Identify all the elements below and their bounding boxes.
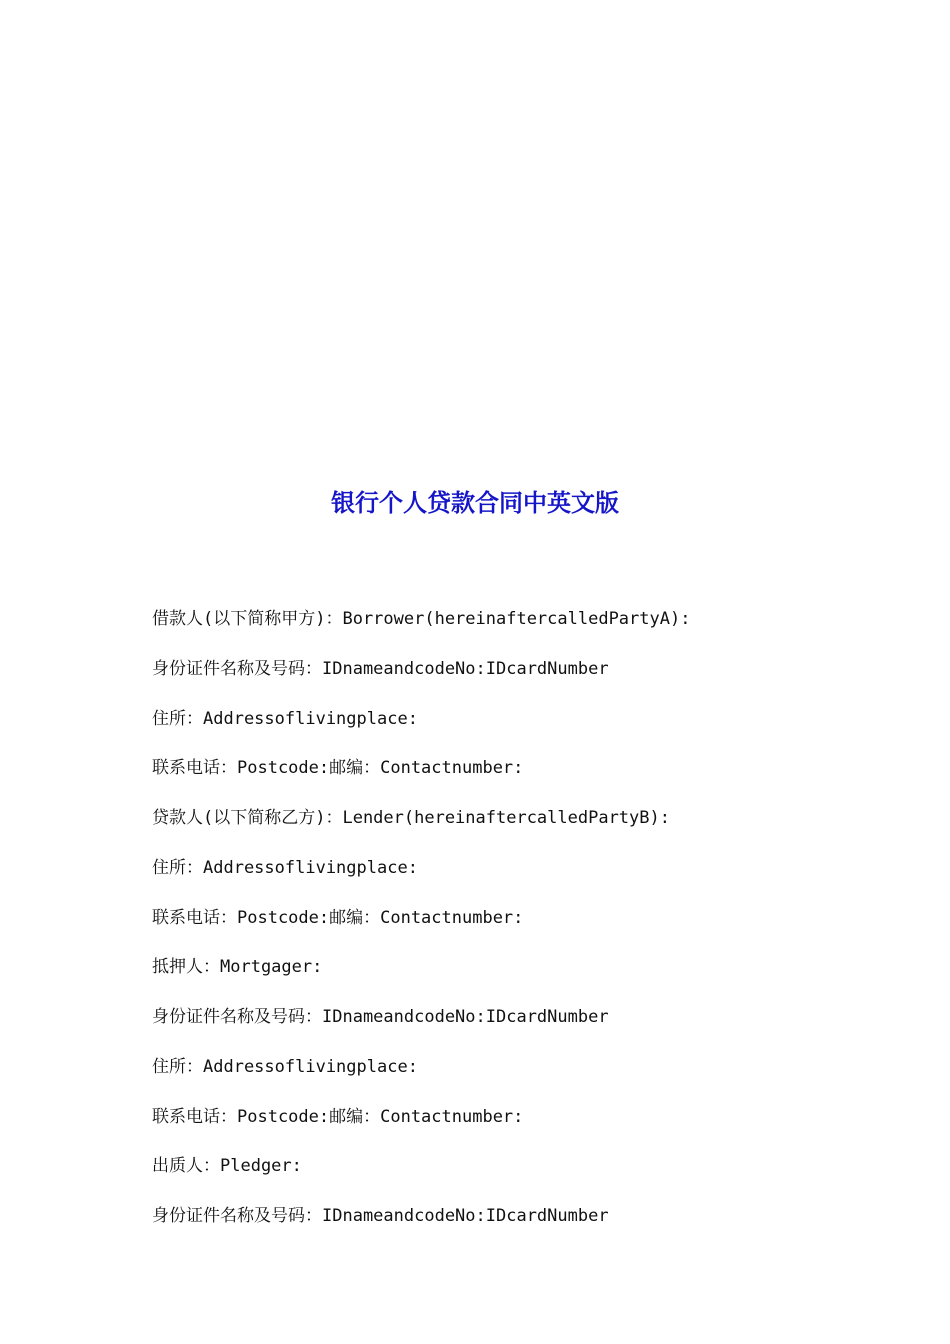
lender-contact-line: 联系电话：Postcode:邮编：Contactnumber: <box>152 907 524 928</box>
borrower-address-line: 住所：Addressoflivingplace: <box>152 708 418 729</box>
mortgager-id-line: 身份证件名称及号码：IDnameandcodeNo:IDcardNumber <box>152 1007 609 1027</box>
pledger-id-line: 身份证件名称及号码：IDnameandcodeNo:IDcardNumber <box>152 1206 609 1226</box>
borrower-line: 借款人(以下简称甲方)：Borrower(hereinaftercalledPartyA): <box>152 609 691 629</box>
mortgager-line: 抵押人：Mortgager: <box>152 957 323 978</box>
mortgager-contact-line: 联系电话：Postcode:邮编：Contactnumber: <box>152 1106 524 1127</box>
lender-line: 贷款人(以下简称乙方)：Lender(hereinaftercalledPartyB): <box>152 808 670 828</box>
mortgager-address-line: 住所：Addressoflivingplace: <box>152 1056 418 1077</box>
document-title: 银行个人贷款合同中英文版 <box>331 488 619 517</box>
borrower-contact-line: 联系电话：Postcode:邮编：Contactnumber: <box>152 758 524 779</box>
lender-address-line: 住所：Addressoflivingplace: <box>152 857 418 878</box>
borrower-id-line: 身份证件名称及号码：IDnameandcodeNo:IDcardNumber <box>152 658 609 679</box>
contract-party-fields <box>152 606 912 1253</box>
pledger-line: 出质人：Pledger: <box>152 1156 302 1177</box>
